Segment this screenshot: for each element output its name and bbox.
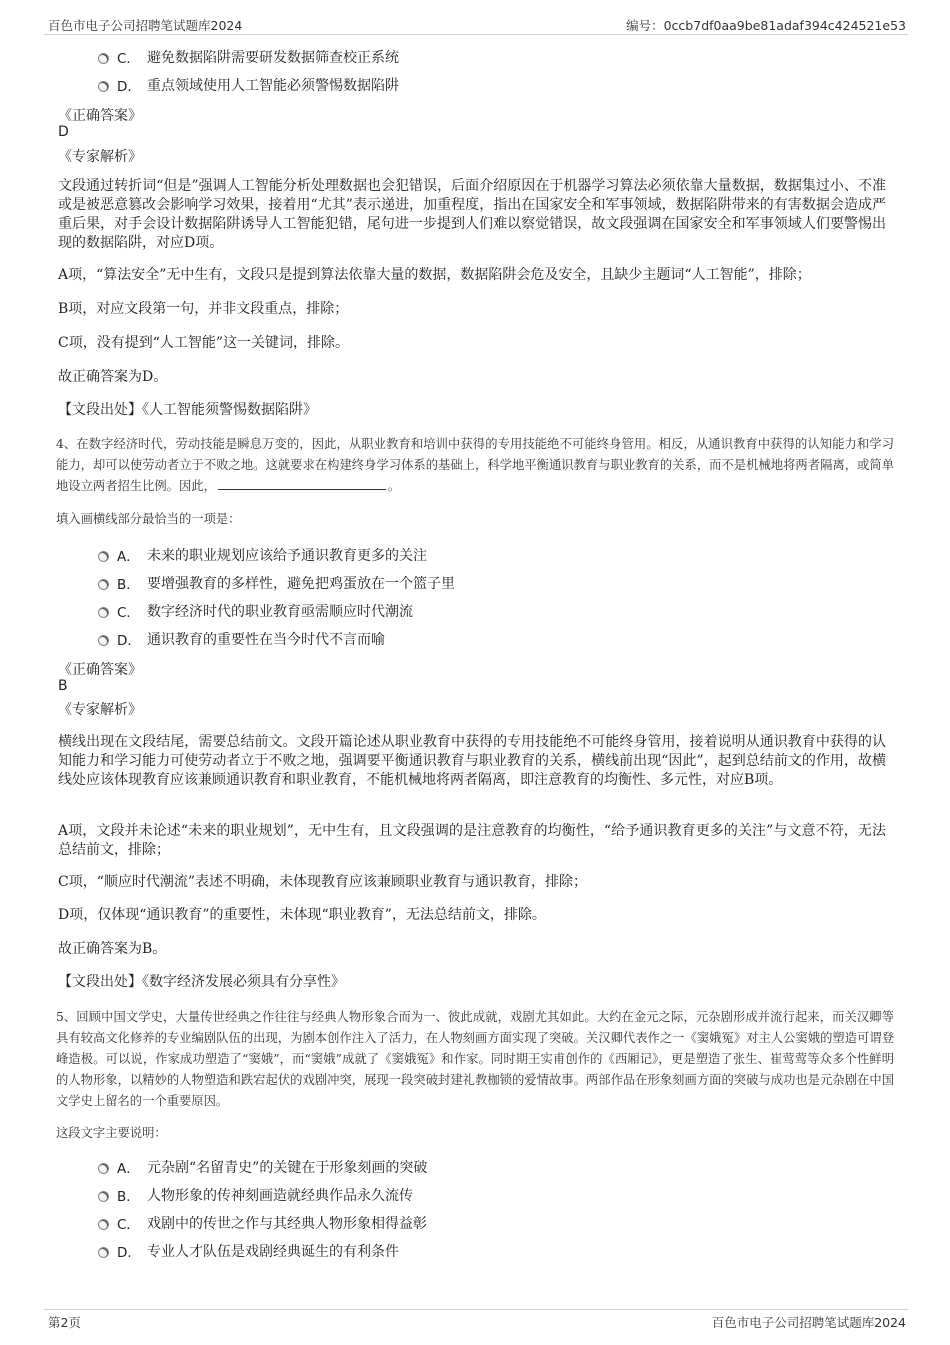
radio-icon[interactable] (98, 551, 109, 562)
radio-icon[interactable] (98, 1247, 109, 1258)
q4-answer: B (58, 678, 68, 694)
q5-option-b[interactable]: B． 人物形象的传神刻画造就经典作品永久流传 (98, 1184, 413, 1206)
q3-analysis-para-2: A项，“算法安全”无中生有，文段只是提到算法依靠大量的数据，数据陷阱会危及安全，且缺少主题词“人工智能”，排除； (58, 267, 811, 283)
q3-analysis-label: 《专家解析》 (58, 149, 142, 165)
q4-option-c[interactable]: C． 数字经济时代的职业教育亟需顺应时代潮流 (98, 600, 413, 622)
answer-blank (218, 477, 386, 490)
page-header (48, 14, 906, 34)
footer-divider (44, 1309, 908, 1310)
q4-analysis-label: 《专家解析》 (58, 702, 142, 718)
radio-icon[interactable] (98, 1163, 109, 1174)
q4-option-a[interactable]: A． 未来的职业规划应该给予通识教育更多的关注 (98, 544, 427, 566)
footer-title: 百色市电子公司招聘笔试题库2024 (711, 1315, 906, 1330)
radio-icon[interactable] (98, 579, 109, 590)
radio-icon[interactable] (98, 1191, 109, 1202)
q4-analysis-para-1: 横线出现在文段结尾，需要总结前文。文段开篇论述从职业教育中获得的专用技能绝不可能终身管用，接着说明从通识教育中获得的认知能力和学习能力可使劳动者立于不败之地，强调要平衡通识教育与职业教育的关系，横线前出现“因此”，起到总结前文的作用，故横线处应该体现教育应该兼顾通识教育和职业教育，不能机械地将两者隔离，即注意教育的均衡性、多元性，对应B项。 (58, 734, 886, 788)
radio-icon[interactable] (98, 607, 109, 618)
page-footer (48, 1313, 906, 1333)
radio-icon[interactable] (98, 81, 109, 92)
radio-icon[interactable] (98, 1219, 109, 1230)
q4-option-b[interactable]: B． 要增强教育的多样性，避免把鸡蛋放在一个篮子里 (98, 572, 455, 594)
q4-analysis-para-4: D项，仅体现“通识教育”的重要性，未体现“职业教育”，无法总结前文，排除。 (58, 907, 546, 923)
q3-analysis-para-1: 文段通过转折词“但是”强调人工智能分析处理数据也会犯错误，后面介绍原因在于机器学习算法必须依靠大量数据，数据集过小、不准或是被恶意篡改会影响学习效果，接着用“尤其”表示递进，加重程度，指出在国家安全和军事领域，数据陷阱带来的有害数据会造成严重后果，对手会设计数据陷阱诱导人工智能犯错，尾句进一步提到人们难以察觉错误，故文段强调在国家安全和军事领域人们要警惕出现的数据陷阱，对应D项。 (58, 178, 886, 251)
header-title: 百色市电子公司招聘笔试题库2024 (48, 18, 243, 33)
q4-source: 【文段出处】《数字经济发展必须具有分享性》 (58, 974, 345, 990)
q4-analysis-para-2: A项，文段并未论述“未来的职业规划”，无中生有，且文段强调的是注意教育的均衡性，“给予通识教育更多的关注”与文意不符，无法总结前文，排除； (58, 823, 886, 858)
q3-answer-label: 《正确答案》 (58, 108, 142, 124)
q4-stem: 4、在数字经济时代，劳动技能是瞬息万变的，因此，从职业教育和培训中获得的专用技能绝不可能终身管用。相反，从通识教育中获得的认知能力和学习能力，却可以使劳动者立于不败之地。这就要求在构建终身学习体系的基础上，科学地平衡通识教育与职业教育的关系，而不是机械地将两者隔离，或简单地设立两者招生比例。因此， 。 (56, 437, 894, 493)
q4-option-d[interactable]: D． 通识教育的重要性在当今时代不言而喻 (98, 628, 385, 650)
q3-option-c[interactable]: C． 避免数据陷阱需要研发数据筛查校正系统 (98, 46, 399, 68)
q3-analysis-para-5: 故正确答案为D。 (58, 369, 168, 385)
q5-option-c[interactable]: C． 戏剧中的传世之作与其经典人物形象相得益彰 (98, 1212, 427, 1234)
q4-analysis-para-3: C项，“顺应时代潮流”表述不明确，未体现教育应该兼顾职业教育与通识教育，排除； (58, 874, 588, 890)
radio-icon[interactable] (98, 635, 109, 646)
q3-source: 【文段出处】《人工智能须警惕数据陷阱》 (58, 402, 317, 418)
header-divider (44, 34, 908, 35)
q5-prompt: 这段文字主要说明： (56, 1126, 167, 1140)
q4-prompt: 填入画横线部分最恰当的一项是： (56, 512, 241, 526)
q3-analysis-para-4: C项，没有提到“人工智能”这一关键词，排除。 (58, 335, 350, 351)
q3-analysis-para-3: B项，对应文段第一句，并非文段重点，排除； (58, 301, 349, 317)
q3-option-d[interactable]: D． 重点领域使用人工智能必须警惕数据陷阱 (98, 74, 399, 96)
radio-icon[interactable] (98, 53, 109, 64)
q3-answer: D (58, 124, 69, 140)
q5-stem: 5、回顾中国文学史，大量传世经典之作往往与经典人物形象合而为一、彼此成就，戏剧尤其如此。大约在金元之际，元杂剧形成并流行起来，而关汉卿等具有较高文化修养的专业编剧队伍的出现，为剧本创作注入了活力，在人物刻画方面实现了突破。关汉卿代表作之一《窦娥冤》对主人公窦娥的塑造可谓登峰造极。可以说，作家成功塑造了“窦娥”，而“窦娥”成就了《窦娥冤》和作家。同时期王实甫创作的《西厢记》，更是塑造了张生、崔莺莺等众多个性鲜明的人物形象，以精妙的人物塑造和跌宕起伏的戏剧冲突，展现一段突破封建礼教枷锁的爱情故事。两部作品在形象刻画方面的突破与成功也是元杂剧在中国文学史上留名的一个重要原因。 (56, 1010, 894, 1108)
q5-option-a[interactable]: A． 元杂剧“名留青史”的关键在于形象刻画的突破 (98, 1156, 427, 1178)
q5-option-d[interactable]: D． 专业人才队伍是戏剧经典诞生的有利条件 (98, 1240, 399, 1262)
page-number: 第2页 (48, 1315, 81, 1330)
q4-analysis-para-5: 故正确答案为B。 (58, 941, 167, 957)
q4-answer-label: 《正确答案》 (58, 662, 142, 678)
header-doc-id: 编号：0ccb7df0aa9be81adaf394c424521e53 (626, 18, 906, 33)
